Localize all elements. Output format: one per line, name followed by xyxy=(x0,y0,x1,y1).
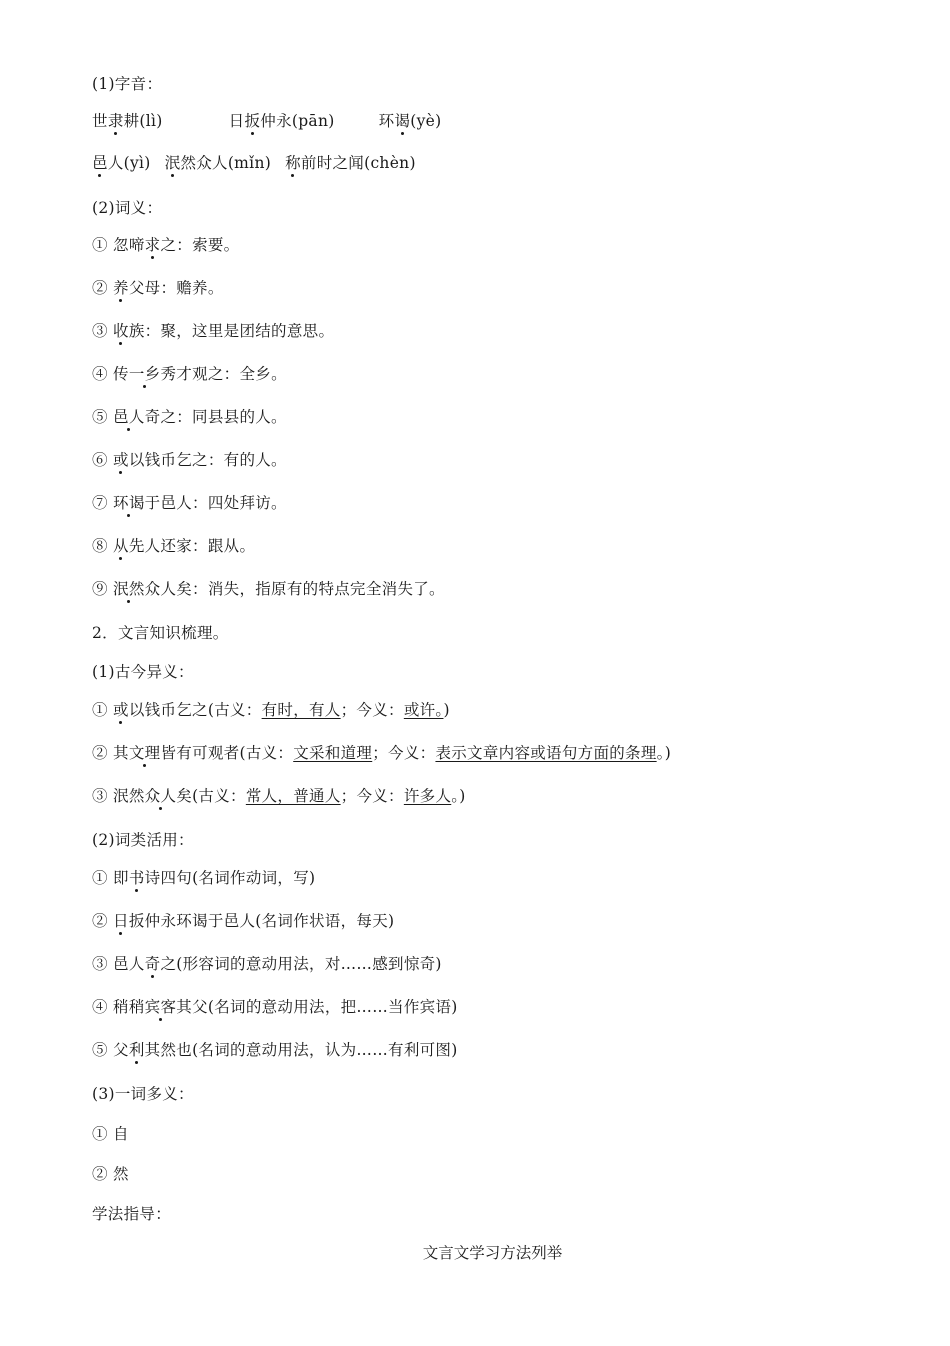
pronunciation-header: (1)字音： xyxy=(92,75,163,93)
cilei-item: ⑤ 父利其然也(名词的意动用法，认为……有利可图) xyxy=(92,1041,458,1059)
vocab-item: ⑥ 或以钱币乞之：有的人。 xyxy=(92,451,287,469)
cilei-header: (2)词类活用： xyxy=(92,831,194,849)
cilei-item: ③ 邑人奇之(形容词的意动用法，对……感到惊奇) xyxy=(92,955,442,973)
vocab-item: ② 养父母：赡养。 xyxy=(92,279,224,297)
pron-item: 日扳仲永(pān) xyxy=(228,112,335,130)
yici-item: ② 然 xyxy=(92,1165,129,1183)
gujin-item: ① 或以钱币乞之(古义：有时，有人；今义：或许。) xyxy=(92,701,450,719)
method-title: 文言文学习方法列举 xyxy=(422,1244,563,1262)
pron-item: 邑人(yì) xyxy=(92,154,151,172)
vocab-item: ④ 传一乡秀才观之：全乡。 xyxy=(92,365,287,383)
yici-header: (3)一词多义： xyxy=(92,1085,194,1103)
yici-item: ① 自 xyxy=(92,1125,129,1143)
pron-item: 环谒(yè) xyxy=(378,112,442,130)
cilei-item: ① 即书诗四句(名词作动词，写) xyxy=(92,869,316,887)
pronunciation-row-1 xyxy=(92,110,441,132)
method-label: 学法指导： xyxy=(92,1205,172,1223)
vocab-item: ⑦ 环谒于邑人：四处拜访。 xyxy=(92,494,287,512)
pron-item: 世隶耕(lì) xyxy=(92,112,163,130)
vocab-item: ⑨ 泯然众人矣：消失，指原有的特点完全消失了。 xyxy=(92,580,445,598)
vocab-item: ③ 收族：聚，这里是团结的意思。 xyxy=(92,322,335,340)
pron-item: 称前时之闻(chèn) xyxy=(285,154,416,172)
vocab-item: ⑤ 邑人奇之：同县县的人。 xyxy=(92,408,287,426)
pronunciation-row-2 xyxy=(92,152,416,174)
vocab-item: ① 忽啼求之：索要。 xyxy=(92,236,240,254)
vocab-item: ⑧ 从先人还家：跟从。 xyxy=(92,537,256,555)
section-2-title: 2．文言知识梳理。 xyxy=(92,624,229,642)
gujin-header: (1)古今异义： xyxy=(92,663,194,681)
gujin-item: ③ 泯然众人矣(古义：常人，普通人；今义：许多人。) xyxy=(92,787,466,805)
cilei-item: ④ 稍稍宾客其父(名词的意动用法，把……当作宾语) xyxy=(92,998,458,1016)
gujin-item: ② 其文理皆有可观者(古义：文采和道理；今义：表示文章内容或语句方面的条理。) xyxy=(92,744,672,762)
cilei-item: ② 日扳仲永环谒于邑人(名词作状语，每天) xyxy=(92,912,395,930)
pron-item: 泯然众人(mǐn) xyxy=(164,154,272,172)
vocab-header: (2)词义： xyxy=(92,199,163,217)
